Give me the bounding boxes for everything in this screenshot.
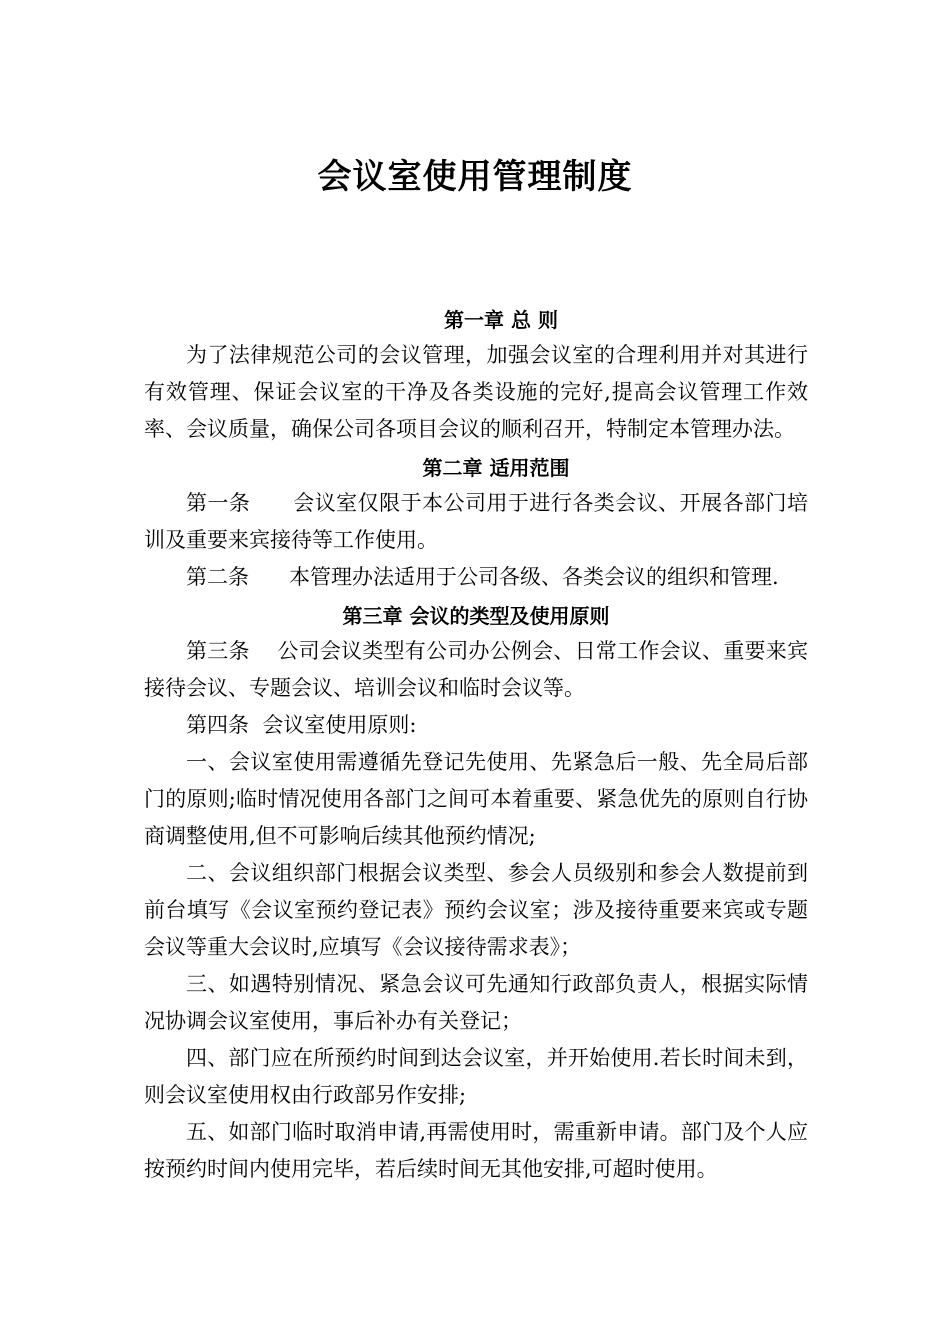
chapter-1-heading: 第一章 总 则 [444,308,558,332]
article-3-paragraph: 第三条 公司会议类型有公司办公例会、日常工作会议、重要来宾接待会议、专题会议、培训会议和临时会议等。 [144,639,808,700]
principle-5-paragraph: 五、如部门临时取消申请,再需使用时，需重新申请。部门及个人应按预约时间内使用完毕，若后续时间无其他安排,可超时使用。 [144,1120,808,1181]
chapter-1-paragraph-1: 为了法律规范公司的会议管理，加强会议室的合理利用并对其进行有效管理、保证会议室的干净及各类设施的完好,提高会议管理工作效率、会议质量，确保公司各项目会议的顺利召开，特制定本管理办法。 [144,343,808,441]
chapter-3-heading: 第三章 会议的类型及使用原则 [342,604,610,628]
principle-4-paragraph: 四、部门应在所预约时间到达会议室，并开始使用.若长时间未到，则会议室使用权由行政部另作安排; [144,1046,808,1107]
principle-1-paragraph: 一、会议室使用需遵循先登记先使用、先紧急后一般、先全局后部门的原则;临时情况使用各部门之间可本着重要、紧急优先的原则自行协商调整使用,但不可影响后续其他预约情况; [144,750,808,848]
chapter-2-heading: 第二章 适用范围 [422,456,570,480]
principle-2-paragraph: 二、会议组织部门根据会议类型、参会人员级别和参会人数提前到前台填写《会议室预约登记表》预约会议室；涉及接待重要来宾或专题会议等重大会议时,应填写《会议接待需求表》； [144,861,808,959]
principle-3-paragraph: 三、如遇特别情况、紧急会议可先通知行政部负责人，根据实际情况协调会议室使用，事后补办有关登记； [144,972,808,1033]
document-body [144,300,808,1188]
article-4-paragraph: 第四条 会议室使用原则: [186,713,417,737]
document-title: 会议室使用管理制度 [317,157,633,197]
article-1-paragraph: 第一条 会议室仅限于本公司用于进行各类会议、开展各部门培训及重要来宾接待等工作使用。 [144,491,808,552]
article-2-paragraph: 第二条 本管理办法适用于公司各级、各类会议的组织和管理. [186,565,779,589]
